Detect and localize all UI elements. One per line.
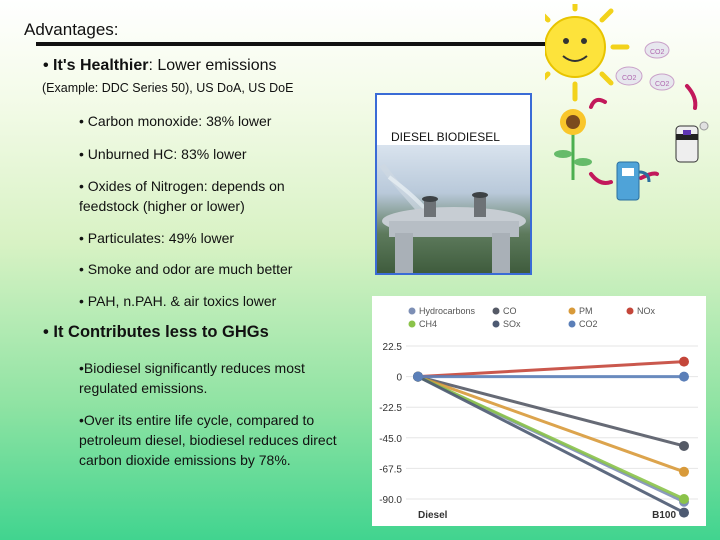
series-line bbox=[418, 362, 684, 377]
y-tick-label: -67.5 bbox=[379, 464, 402, 476]
legend-label: SOx bbox=[503, 319, 521, 329]
legend-label: PM bbox=[579, 306, 593, 316]
slide-title: Advantages: bbox=[24, 20, 119, 39]
example-note: (Example: DDC Series 50), US DoA, US DoE bbox=[42, 81, 294, 95]
sub-item-pah: • PAH, n.PAH. & air toxics lower bbox=[79, 293, 277, 309]
legend-marker bbox=[627, 308, 634, 315]
sub-item-regulated: •Biodiesel significantly reduces most regulated emissions. bbox=[79, 360, 305, 396]
bullet-healthier-label: • It's Healthier bbox=[43, 57, 149, 74]
sub-item-nox: • Oxides of Nitrogen: depends on feedstock (higher or lower) bbox=[79, 178, 285, 214]
data-point bbox=[679, 467, 689, 477]
co2-label-3: CO2 bbox=[655, 81, 670, 88]
y-tick-label: -90.0 bbox=[379, 495, 402, 506]
data-point bbox=[413, 372, 423, 382]
legend-label: CO2 bbox=[579, 319, 598, 329]
exhaust-stacks-image bbox=[377, 95, 530, 273]
y-tick-label: 22.5 bbox=[382, 342, 402, 353]
legend-marker bbox=[569, 308, 576, 315]
title-underline bbox=[36, 42, 548, 46]
data-point bbox=[679, 441, 689, 451]
x-tick-label: Diesel bbox=[418, 510, 448, 521]
sub-item-particulates: • Particulates: 49% lower bbox=[79, 230, 235, 246]
sub-item-smoke: • Smoke and odor are much better bbox=[79, 261, 293, 277]
carbon-cycle-graphic bbox=[545, 4, 715, 209]
data-point bbox=[679, 372, 689, 382]
legend-marker bbox=[493, 321, 500, 328]
series-line bbox=[418, 377, 684, 446]
data-point bbox=[679, 494, 689, 504]
y-tick-label: 0 bbox=[396, 372, 402, 384]
legend-marker bbox=[409, 321, 416, 328]
bullet-healthier-text: : Lower emissions bbox=[148, 57, 277, 74]
legend-label: CO bbox=[503, 306, 517, 316]
exhaust-photo bbox=[375, 93, 532, 275]
fuel-pump-icon bbox=[617, 162, 649, 200]
co2-label-1: CO2 bbox=[650, 49, 665, 56]
photo-label: DIESEL BIODIESEL bbox=[391, 130, 500, 144]
legend-label: NOx bbox=[637, 306, 655, 316]
data-point bbox=[679, 357, 689, 367]
sub-item-co: • Carbon monoxide: 38% lower bbox=[79, 113, 272, 129]
y-tick-label: -22.5 bbox=[379, 403, 402, 415]
legend-marker bbox=[409, 308, 416, 315]
emissions-chart bbox=[372, 296, 706, 526]
y-tick-label: -45.0 bbox=[379, 433, 402, 445]
legend-marker bbox=[493, 308, 500, 315]
emissions-chart-svg bbox=[372, 296, 706, 526]
sub-item-hc: • Unburned HC: 83% lower bbox=[79, 146, 247, 162]
sub-item-lifecycle: •Over its entire life cycle, compared to petroleum diesel, biodiesel reduces direct carbon dioxide emissions by 78%. bbox=[79, 412, 337, 468]
sunflower-icon bbox=[554, 109, 592, 180]
sun-icon bbox=[545, 4, 627, 99]
biodiesel-barrel-icon bbox=[676, 122, 708, 162]
legend-label: Hydrocarbons bbox=[419, 306, 476, 316]
x-tick-label: B100 bbox=[652, 510, 676, 521]
legend-label: CH4 bbox=[419, 319, 438, 329]
series-line bbox=[418, 377, 684, 472]
bullet-ghg: • It Contributes less to GHGs bbox=[43, 323, 269, 341]
bullet-healthier bbox=[43, 57, 276, 75]
data-point bbox=[679, 508, 689, 518]
co2-label-2: CO2 bbox=[622, 75, 637, 82]
legend-marker bbox=[569, 321, 576, 328]
series-line bbox=[418, 377, 684, 513]
